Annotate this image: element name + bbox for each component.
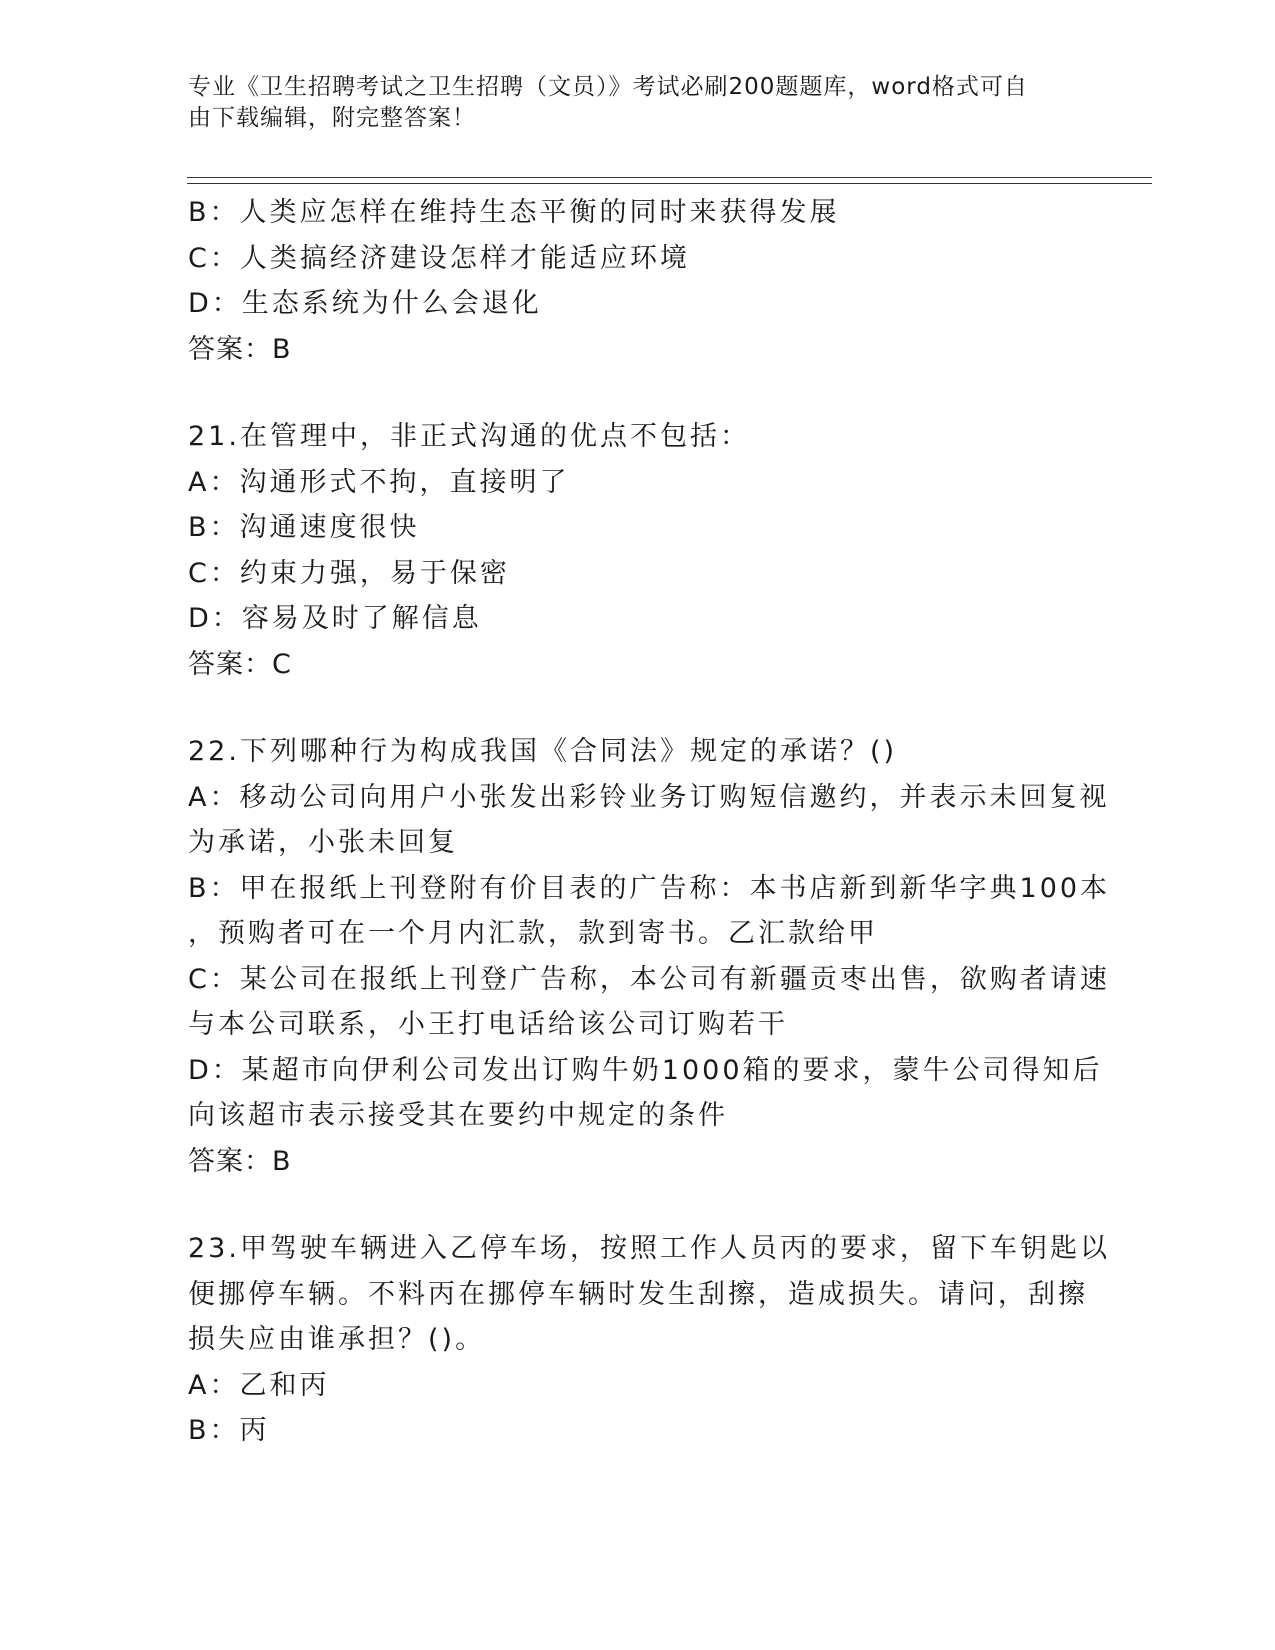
header-line-1: 专业《卫生招聘考试之卫生招聘（文员）》考试必刷200题题库，word格式可自 — [188, 74, 1028, 100]
option-b-line-1: B：甲在报纸上刊登附有价目表的广告称：本书店新到新华字典100本 — [188, 872, 1111, 904]
question-block-20 — [188, 190, 1088, 372]
header-line-2: 由下载编辑，附完整答案！ — [188, 105, 476, 131]
option-b-line-2: ，预购者可在一个月内汇款，款到寄书。乙汇款给甲 — [188, 918, 878, 949]
document-header — [188, 72, 1068, 134]
question-block-23 — [188, 1226, 1110, 1454]
answer-label: 答案：B — [188, 1145, 292, 1177]
header-divider-bottom — [187, 183, 1152, 184]
option-c: C：人类搞经济建设怎样才能适应环境 — [188, 242, 690, 274]
option-a-line-2: 为承诺，小张未回复 — [188, 827, 458, 858]
question-block-22 — [188, 729, 1111, 1184]
question-stem: 21.在管理中，非正式沟通的优点不包括： — [188, 421, 750, 452]
option-d-line-2: 向该超市表示接受其在要约中规定的条件 — [188, 1100, 728, 1131]
option-b: B：沟通速度很快 — [188, 512, 420, 543]
question-list — [188, 190, 1111, 1454]
option-c: C：约束力强，易于保密 — [188, 557, 510, 589]
answer-label: 答案：B — [188, 333, 292, 365]
option-d: D：容易及时了解信息 — [188, 603, 482, 634]
question-stem-line-3: 损失应由谁承担？()。 — [188, 1324, 486, 1355]
option-d-line-1: D：某超市向伊利公司发出订购牛奶1000箱的要求，蒙牛公司得知后 — [188, 1054, 1103, 1086]
option-d — [188, 1048, 1103, 1139]
option-a: A：沟通形式不拘，直接明了 — [188, 466, 570, 498]
question-block-21 — [188, 414, 1088, 687]
answer-label: 答案：C — [188, 648, 292, 680]
question-stem: 22.下列哪种行为构成我国《合同法》规定的承诺？() — [188, 736, 898, 767]
question-stem-line-1: 23.甲驾驶车辆进入乙停车场，按照工作人员丙的要求，留下车钥匙以 — [188, 1233, 1110, 1264]
option-b: B：人类应怎样在维持生态平衡的同时来获得发展 — [188, 197, 840, 228]
option-a: A：乙和丙 — [188, 1369, 330, 1401]
option-b — [188, 866, 1111, 957]
option-a — [188, 775, 1110, 866]
option-d: D：生态系统为什么会退化 — [188, 288, 542, 319]
option-c-line-2: 与本公司联系，小王打电话给该公司订购若干 — [188, 1009, 788, 1040]
question-stem-line-2: 便挪停车辆。不料丙在挪停车辆时发生刮擦，造成损失。请问，刮擦 — [188, 1278, 1088, 1310]
header-divider-top — [187, 177, 1152, 178]
option-c-line-1: C：某公司在报纸上刊登广告称，本公司有新疆贡枣出售，欲购者请速 — [188, 963, 1110, 995]
option-c — [188, 957, 1110, 1048]
option-a-line-1: A：移动公司向用户小张发出彩铃业务订购短信邀约，并表示未回复视 — [188, 781, 1110, 813]
option-b: B：丙 — [188, 1415, 270, 1446]
